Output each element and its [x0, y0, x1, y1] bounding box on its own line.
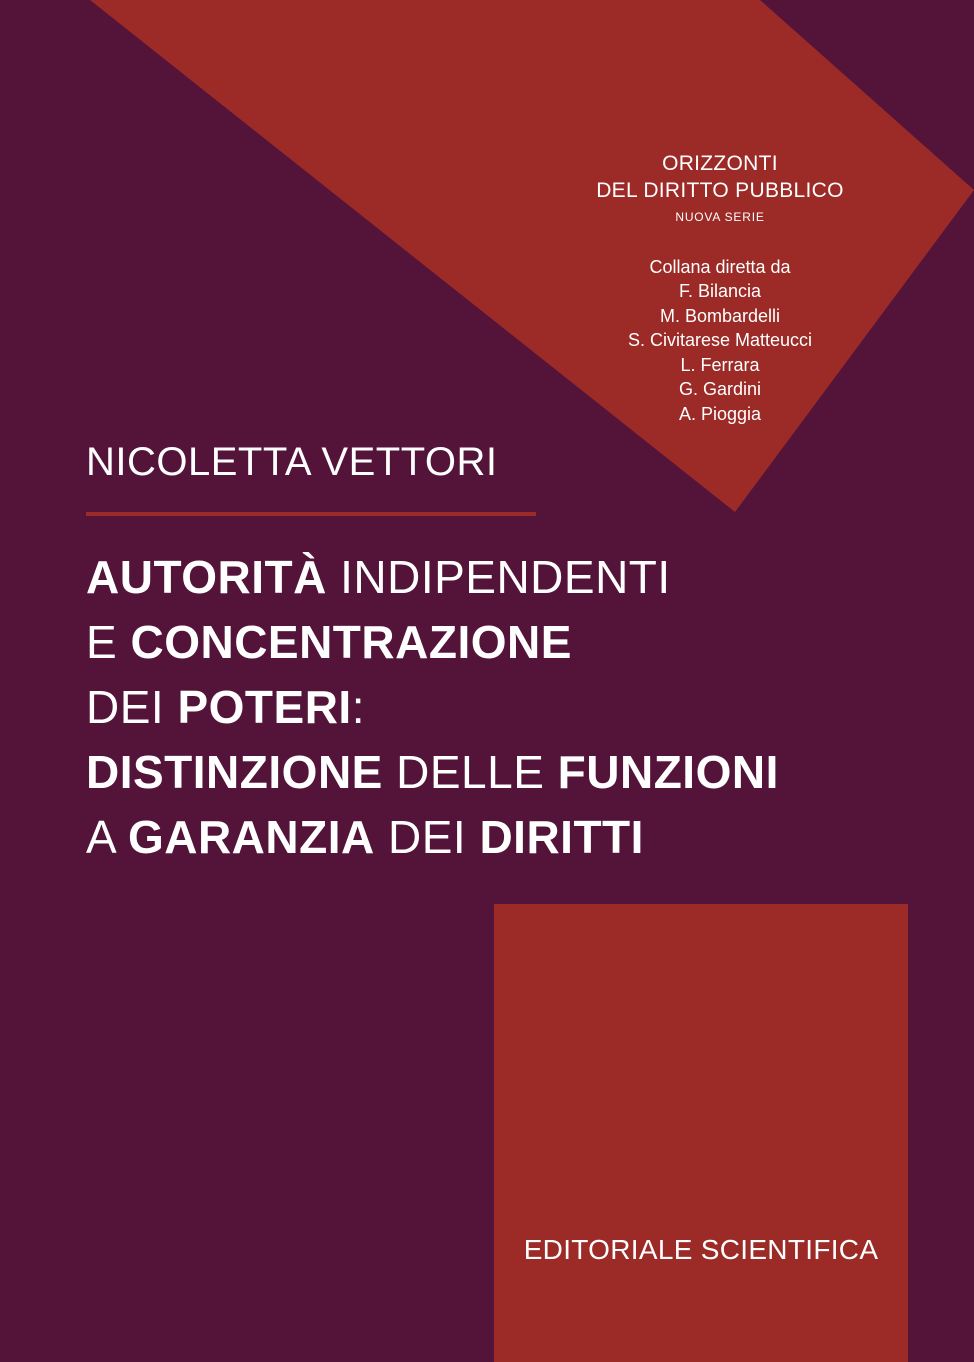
title-word-bold: CONCENTRAZIONE — [130, 616, 572, 668]
title-line-2 — [86, 610, 779, 675]
title-word-bold: POTERI — [177, 681, 352, 733]
title-word-regular: E — [86, 616, 131, 668]
title-word-bold: AUTORITÀ — [86, 551, 327, 603]
editor-name: L. Ferrara — [680, 354, 760, 375]
editors-heading: Collana diretta da — [649, 257, 791, 277]
editor-name: A. Pioggia — [678, 403, 762, 424]
series-subtitle: NUOVA SERIE — [675, 210, 765, 224]
title-line-4 — [86, 740, 779, 805]
title-word-regular: DEI — [374, 811, 480, 863]
title-word-regular: DELLE — [382, 746, 558, 798]
editors-list — [560, 279, 880, 426]
editor-name: G. Gardini — [678, 379, 762, 399]
title-word-bold: DISTINZIONE — [86, 746, 383, 798]
title-word-regular: INDIPENDENTI — [326, 551, 671, 603]
publisher-name: EDITORIALE SCIENTIFICA — [523, 1234, 879, 1265]
title-word-bold: DIRITTI — [479, 811, 644, 863]
editor-name: S. Civitarese Matteucci — [627, 330, 813, 350]
editor-name: M. Bombardelli — [659, 305, 781, 326]
series-title-line1: ORIZZONTI — [662, 152, 778, 175]
title-word-regular: DEI — [86, 681, 178, 733]
title-line-3 — [86, 675, 779, 740]
editor-name: F. Bilancia — [678, 281, 762, 301]
title-word-regular: A — [86, 811, 128, 863]
author-name: NICOLETTA VETTORI — [86, 440, 498, 484]
title-punctuation: : — [351, 681, 365, 733]
publisher-panel — [494, 904, 908, 1362]
author-divider — [86, 512, 536, 516]
series-title-line2: DEL DIRITTO PUBBLICO — [596, 179, 844, 202]
book-title — [86, 545, 779, 870]
title-line-1 — [86, 545, 779, 610]
title-line-5 — [86, 805, 779, 870]
title-word-bold: FUNZIONI — [557, 746, 779, 798]
series-title — [560, 150, 880, 204]
title-word-bold: GARANZIA — [127, 811, 375, 863]
